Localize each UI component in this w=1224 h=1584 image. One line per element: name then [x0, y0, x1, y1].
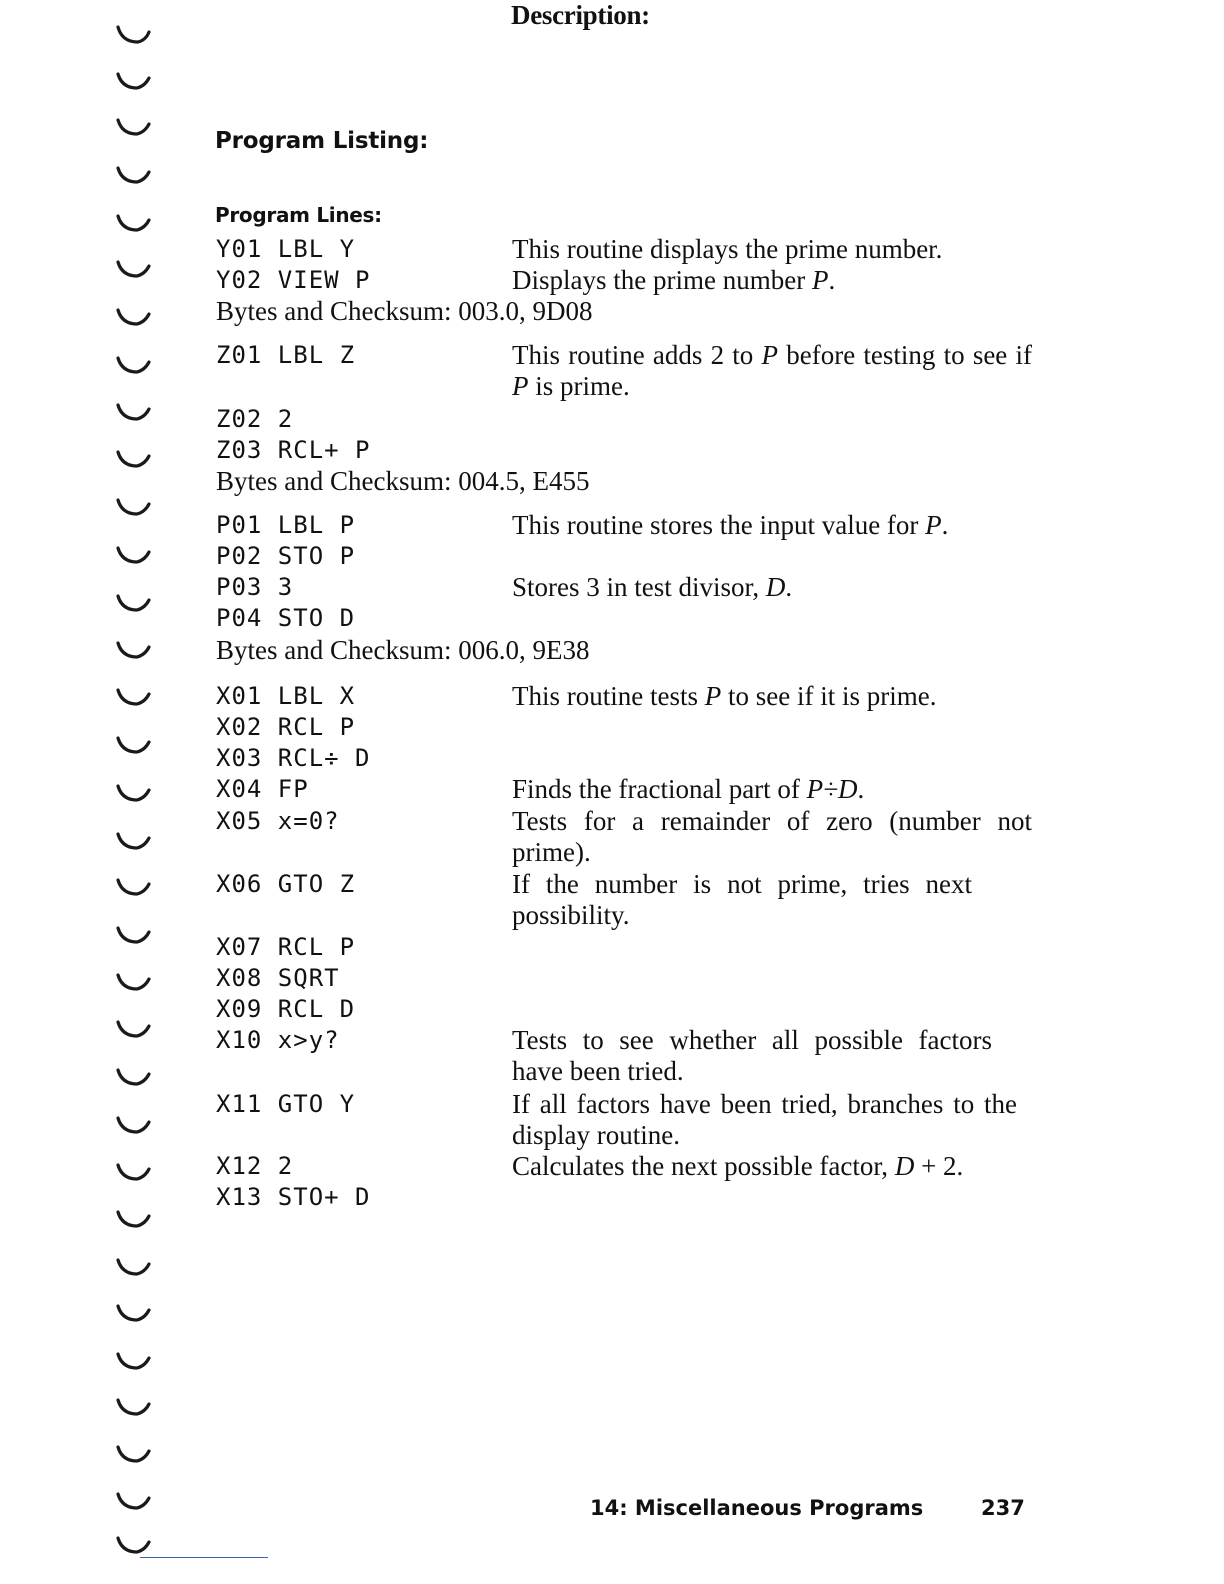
program-line-code: X08 SQRT	[216, 964, 340, 992]
program-line-description: Displays the prime number P.	[512, 265, 836, 295]
program-line-code: X09 RCL D	[216, 995, 356, 1023]
program-line-code: P02 STO P	[216, 542, 356, 570]
program-line-code: Z02 2	[216, 405, 294, 433]
program-line-code: Y02 VIEW P	[216, 266, 371, 294]
program-line-description: This routine stores the input value for P.	[512, 510, 949, 540]
program-line-code: X10 x>y?	[216, 1026, 340, 1054]
program-line-code: X07 RCL P	[216, 933, 356, 961]
program-line-code: P04 STO D	[216, 604, 356, 632]
program-line-code: Y01 LBL Y	[216, 235, 356, 263]
program-line-code: X02 RCL P	[216, 713, 356, 741]
footer-chapter-title: 14: Miscellaneous Programs	[590, 1496, 924, 1520]
program-line-description: Calculates the next possible factor, D + 2.	[512, 1151, 964, 1181]
program-line-description: Tests for a remainder of zero (number not prime).	[512, 806, 1032, 867]
program-line-code: X13 STO+ D	[216, 1183, 371, 1211]
program-line-code: P03 3	[216, 573, 294, 601]
program-line-code: X06 GTO Z	[216, 870, 356, 898]
program-line-description: Finds the fractional part of P÷D.	[512, 774, 865, 804]
program-line-description: Tests to see whether all possible factors have been tried.	[512, 1025, 992, 1086]
bytes-checksum: Bytes and Checksum: 003.0, 9D08	[216, 296, 593, 326]
program-line-code: X04 FP	[216, 775, 309, 803]
program-line-code: X11 GTO Y	[216, 1090, 356, 1118]
program-line-code: X12 2	[216, 1152, 294, 1180]
program-line-description: This routine displays the prime number.	[512, 234, 943, 264]
column-header-description: Description:	[511, 0, 650, 30]
program-line-description: If all factors have been tried, branches to the display routine.	[512, 1089, 1017, 1150]
program-line-description: If the number is not prime, tries next possibility.	[512, 869, 972, 930]
bytes-checksum: Bytes and Checksum: 004.5, E455	[216, 466, 590, 496]
program-line-code: P01 LBL P	[216, 511, 356, 539]
program-line-code: X05 x=0?	[216, 807, 340, 835]
program-line-description: This routine adds 2 to P before testing to see if P is prime.	[512, 340, 1032, 401]
footer-page-number: 237	[981, 1496, 1025, 1520]
column-header-program-lines: Program Lines:	[215, 203, 382, 227]
program-line-description: This routine tests P to see if it is prime.	[512, 681, 937, 711]
bytes-checksum: Bytes and Checksum: 006.0, 9E38	[216, 635, 590, 665]
program-line-description: Stores 3 in test divisor, D.	[512, 572, 793, 602]
page-title: Program Listing:	[215, 128, 429, 154]
program-line-code: X03 RCL÷ D	[216, 744, 371, 772]
program-line-code: Z01 LBL Z	[216, 341, 356, 369]
program-line-code: Z03 RCL+ P	[216, 436, 371, 464]
program-line-code: X01 LBL X	[216, 682, 356, 710]
